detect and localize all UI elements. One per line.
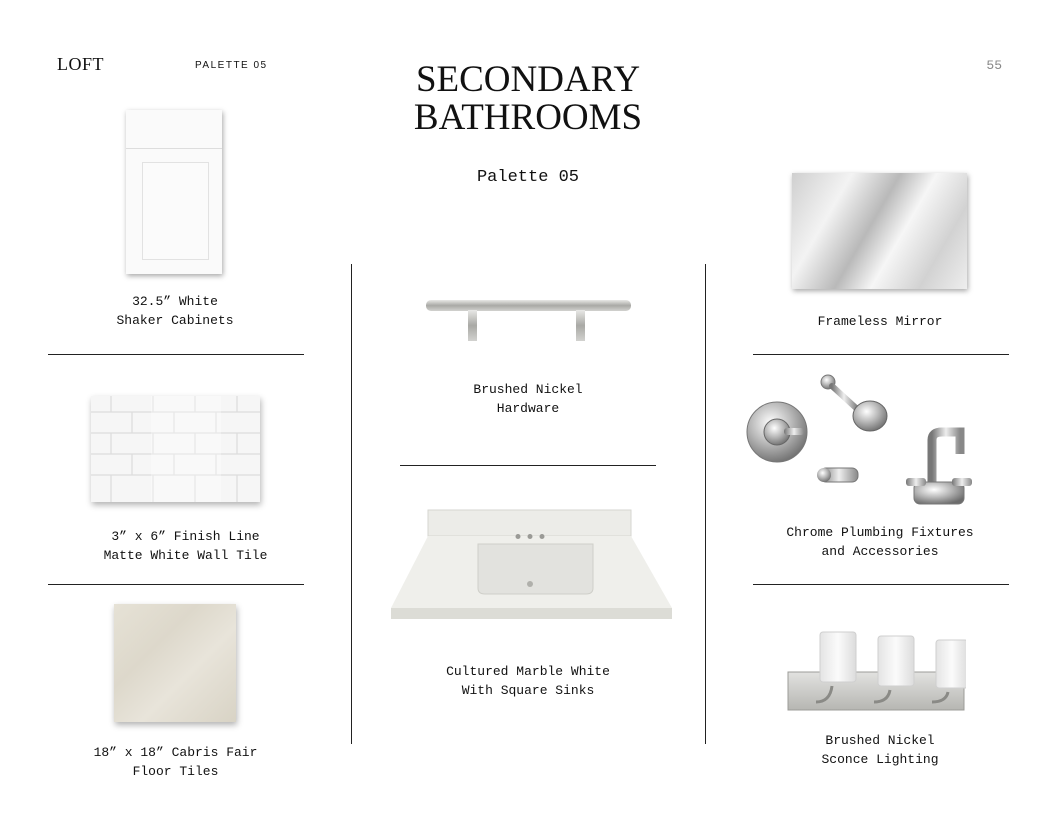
brand-logo: LOFT — [57, 54, 104, 74]
wall-tile-caption: 3” x 6” Finish Line Matte White Wall Tile — [103, 529, 268, 563]
palette-tag: PALETTE 05 — [195, 60, 268, 71]
cabinet-door-image — [126, 110, 222, 274]
mirror-caption: Frameless Mirror — [817, 314, 943, 329]
row-divider — [753, 584, 1009, 585]
marble-vanity-top-image — [388, 508, 674, 622]
cabinets-caption: 32.5” White Shaker Cabinets — [116, 294, 234, 328]
sconce-lighting-image — [786, 630, 966, 714]
floor-tile-image — [114, 604, 236, 722]
bar-pull-hardware-image — [424, 296, 634, 344]
column-divider-right — [705, 264, 706, 744]
plumbing-caption: Chrome Plumbing Fixtures and Accessories — [786, 525, 974, 559]
lighting-caption: Brushed Nickel Sconce Lighting — [821, 733, 939, 767]
row-divider — [400, 465, 656, 466]
hardware-caption: Brushed Nickel Hardware — [473, 382, 583, 416]
countertop-caption: Cultured Marble White With Square Sinks — [446, 664, 610, 698]
subway-tile-image — [91, 396, 260, 502]
column-divider-left — [351, 264, 352, 744]
page-title: SECONDARY BATHROOMS — [413, 59, 643, 138]
chrome-plumbing-fixtures-image — [746, 370, 978, 518]
page-number: 55 — [986, 58, 1002, 73]
row-divider — [753, 354, 1009, 355]
frameless-mirror-image — [792, 173, 967, 289]
floor-tile-caption: 18” x 18” Cabris Fair Floor Tiles — [93, 745, 258, 779]
row-divider — [48, 354, 304, 355]
row-divider — [48, 584, 304, 585]
page-subtitle: Palette 05 — [476, 168, 580, 187]
